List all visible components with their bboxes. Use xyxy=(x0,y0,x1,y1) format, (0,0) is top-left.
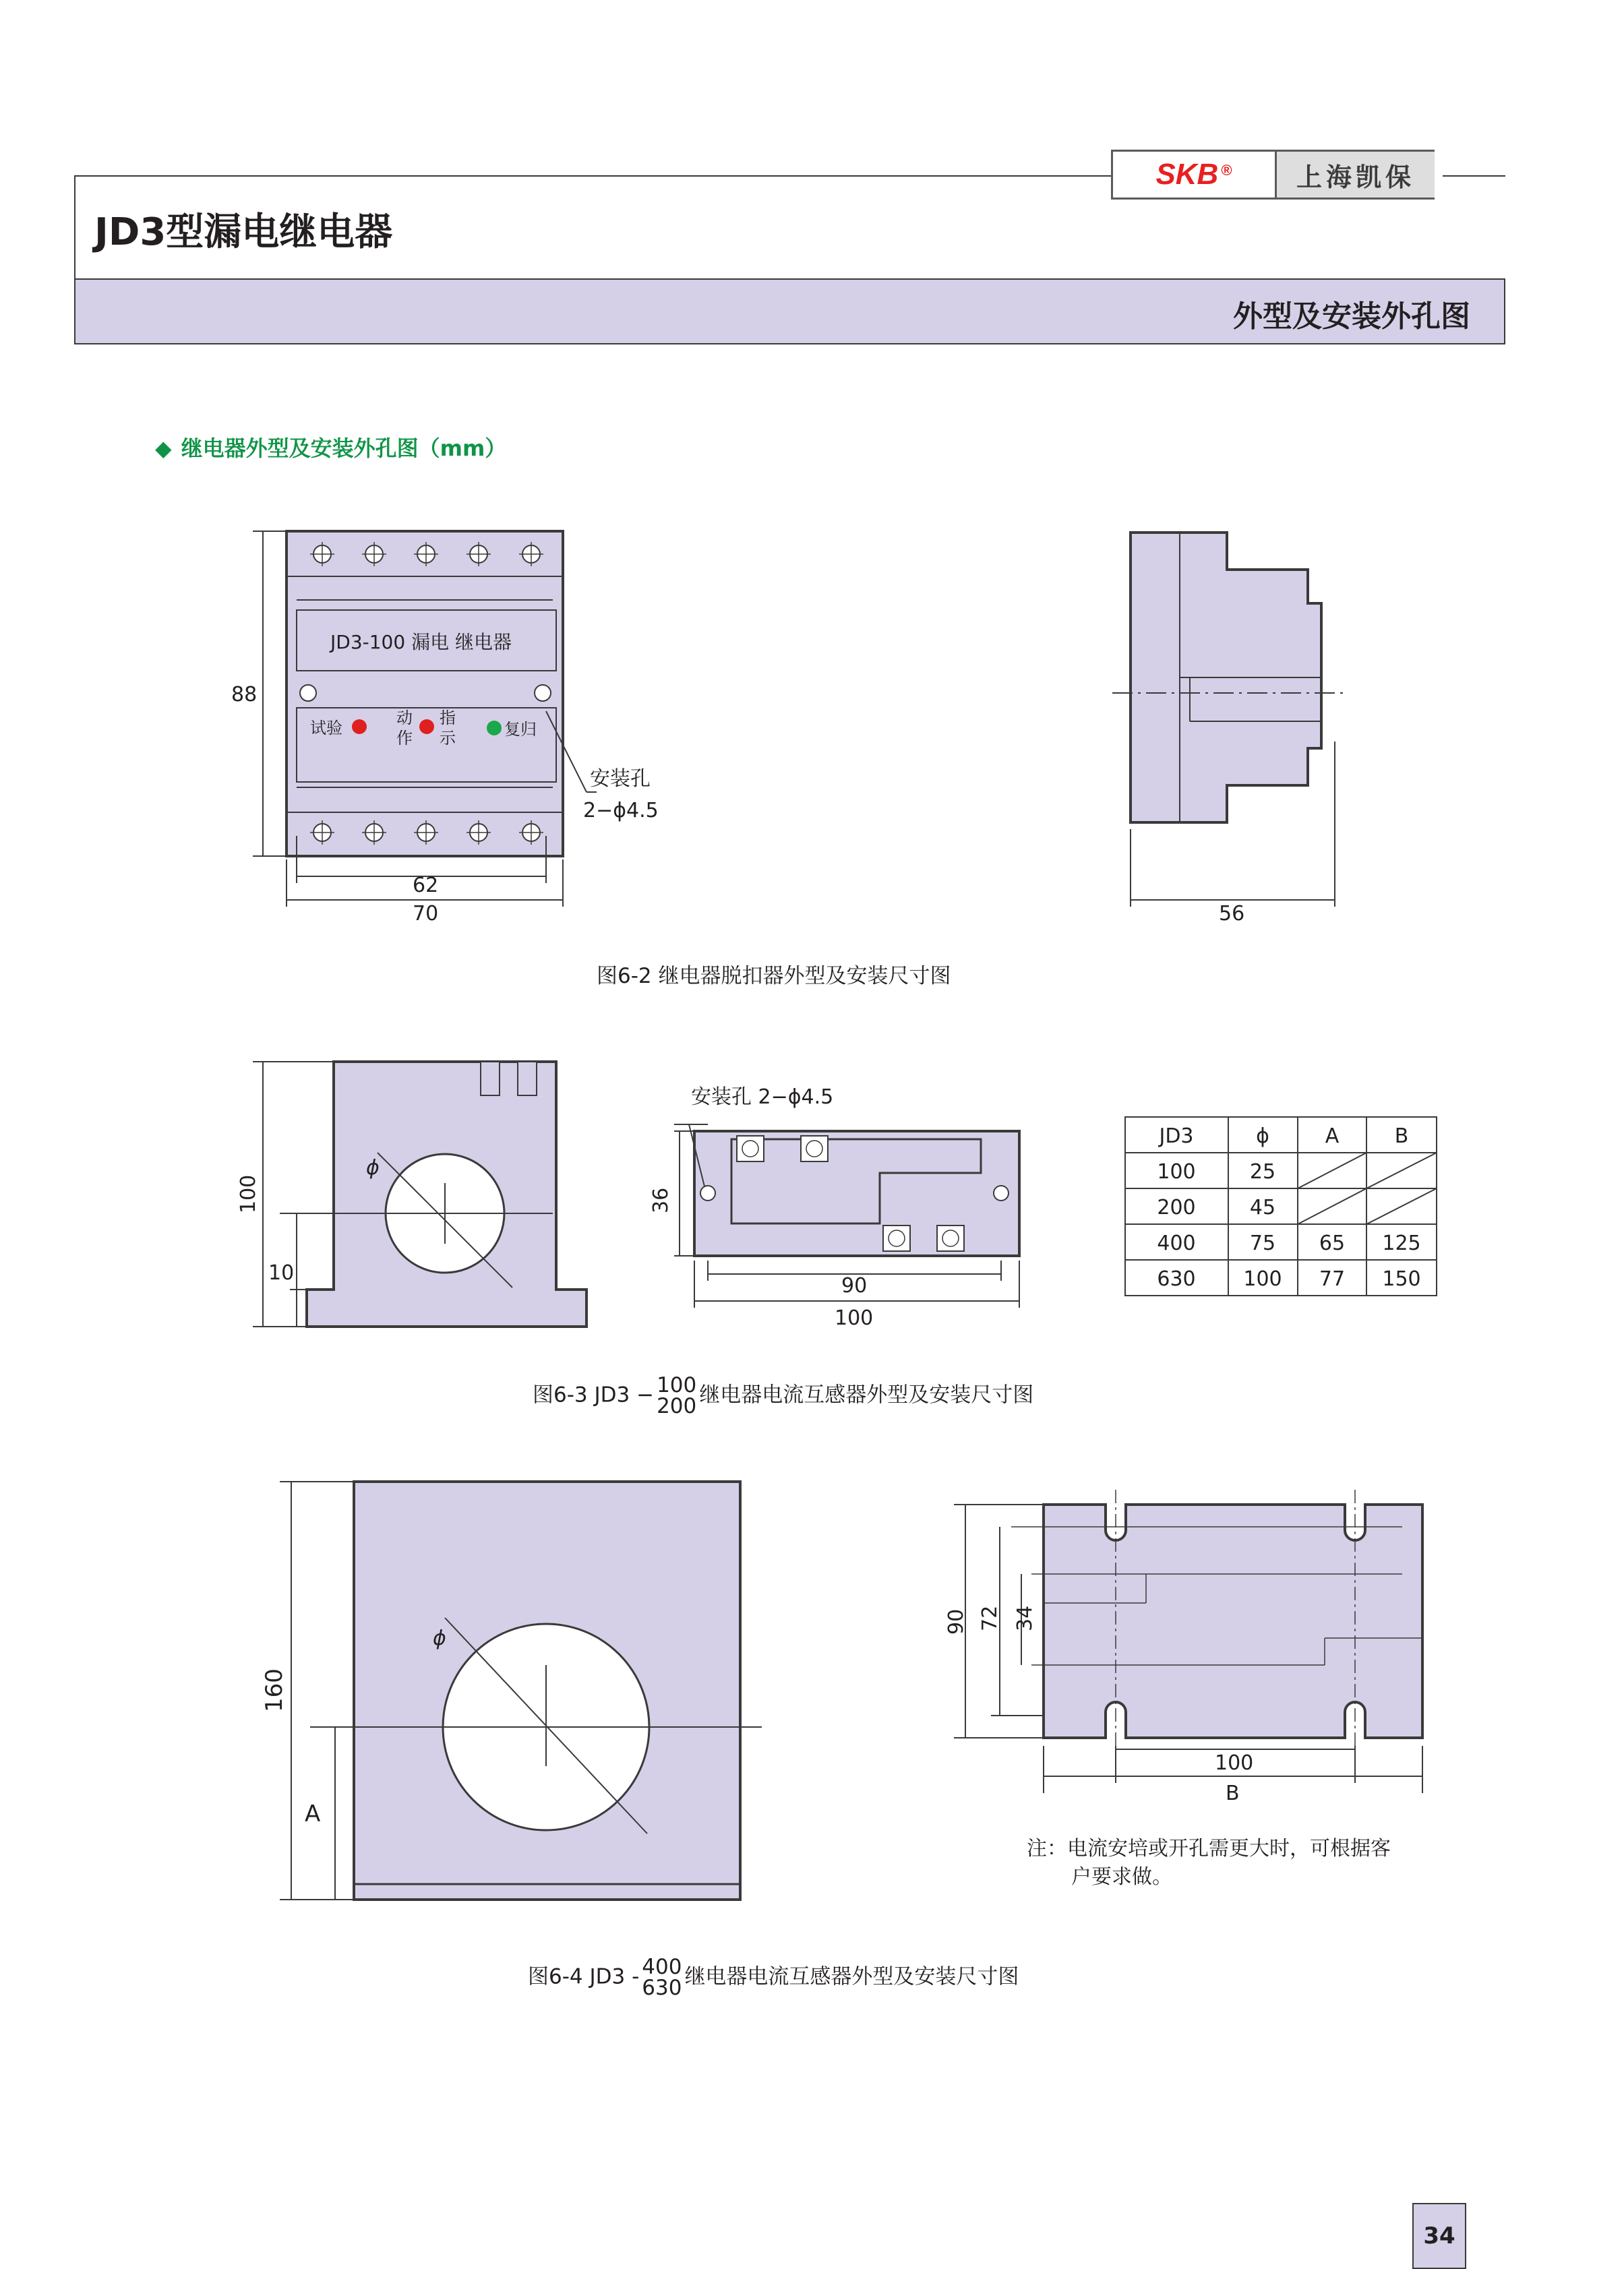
table-cell: 75 xyxy=(1249,1232,1276,1255)
brand-name: SKB xyxy=(1155,158,1219,191)
table-cell: 100 xyxy=(1243,1267,1282,1291)
table-cell: 150 xyxy=(1382,1267,1421,1291)
dim-height-88: 88 xyxy=(231,683,258,706)
dim-width-62: 62 xyxy=(413,874,439,897)
table-cell: 100 xyxy=(1157,1160,1196,1184)
ct100-phi-mark: ϕ xyxy=(366,1156,380,1180)
table-cell: 25 xyxy=(1249,1160,1276,1184)
table-header-cell: ϕ xyxy=(1256,1124,1269,1148)
table-cell: 65 xyxy=(1319,1232,1346,1255)
dim-b: B xyxy=(1226,1782,1240,1805)
figure-6-4-caption xyxy=(528,1957,1019,1999)
table-header-cell: B xyxy=(1394,1124,1409,1148)
indicator-label-2: 示 xyxy=(440,729,456,748)
ct100-mount-hole-label: 安装孔 2−ϕ4.5 xyxy=(691,1085,834,1109)
ct400-side-body xyxy=(1044,1505,1422,1738)
table-cell: 200 xyxy=(1157,1196,1196,1219)
table-header-cell: A xyxy=(1325,1124,1340,1148)
reset-label: 复归 xyxy=(504,720,537,739)
dim-height-160: 160 xyxy=(261,1668,288,1712)
brand-company-name: 上海凯保 xyxy=(1275,152,1435,198)
indicator-label-1: 指 xyxy=(440,708,456,727)
caption-prefix: 图6-3 JD3 − xyxy=(533,1383,655,1408)
terminal-screw-icon xyxy=(883,1226,910,1251)
dimension-table xyxy=(1124,1116,1441,1298)
dim-height-100: 100 xyxy=(237,1174,260,1213)
section-heading-text: 继电器外型及安装外孔图（mm） xyxy=(181,435,507,461)
note xyxy=(1027,1835,1391,1892)
dim-depth-56: 56 xyxy=(1219,902,1245,926)
diamond-bullet-icon: ◆ xyxy=(155,435,172,461)
note-line-2: 户要求做。 xyxy=(1071,1865,1172,1889)
table-cell: 400 xyxy=(1157,1232,1196,1255)
dim-side-36: 36 xyxy=(649,1187,673,1213)
dim-a: A xyxy=(305,1801,321,1827)
dim-72: 72 xyxy=(978,1605,1002,1631)
fraction-bottom: 630 xyxy=(642,1976,682,2000)
page-title: JD3型漏电继电器 xyxy=(94,210,393,254)
action-label-2: 作 xyxy=(396,729,413,748)
terminal-screw-icon xyxy=(937,1226,964,1251)
terminal-screw-icon xyxy=(801,1136,828,1161)
page-subtitle: 外型及安装外孔图 xyxy=(1233,299,1470,334)
dim-base-10: 10 xyxy=(268,1261,295,1285)
table-cell: 45 xyxy=(1249,1196,1276,1219)
dim-width-70: 70 xyxy=(413,902,439,926)
mount-hole-icon xyxy=(300,685,316,701)
figure-6-4 xyxy=(0,1449,1624,2022)
dim-34: 34 xyxy=(1013,1605,1037,1631)
figure-6-3-caption xyxy=(533,1375,1033,1417)
action-led-icon xyxy=(419,719,434,734)
test-led-icon xyxy=(352,719,367,734)
ct400-phi-mark: ϕ xyxy=(433,1627,446,1650)
caption-fraction xyxy=(657,1375,696,1417)
mount-hole-icon xyxy=(700,1186,715,1201)
terminal-screw-icon xyxy=(737,1136,764,1161)
page-number: 34 xyxy=(1412,2203,1466,2269)
registered-mark: ® xyxy=(1221,162,1232,179)
table-cell: 125 xyxy=(1382,1232,1421,1255)
caption-suffix: 继电器电流互感器外型及安装尺寸图 xyxy=(684,1964,1019,1989)
caption-prefix: 图6-4 JD3 - xyxy=(528,1964,640,1989)
mount-hole-label: 安装孔 xyxy=(590,767,651,791)
table-cell: 77 xyxy=(1319,1267,1346,1291)
figure-6-2-caption: 图6-2 继电器脱扣器外型及安装尺寸图 xyxy=(597,964,951,988)
mount-hole-icon xyxy=(994,1186,1009,1201)
caption-suffix: 继电器电流互感器外型及安装尺寸图 xyxy=(699,1383,1034,1408)
mount-hole-spec: 2−ϕ4.5 xyxy=(583,799,659,822)
figure-6-2 xyxy=(0,0,1624,1011)
action-label-1: 动 xyxy=(396,708,413,727)
dim-90: 90 xyxy=(944,1608,968,1635)
caption-fraction xyxy=(642,1957,682,1999)
table-header-cell: JD3 xyxy=(1159,1124,1194,1148)
reset-led-icon xyxy=(487,721,502,735)
fraction-top: 100 xyxy=(657,1373,697,1397)
mount-hole-icon xyxy=(535,685,551,701)
note-line-1: 注：电流安培或开孔需更大时，可根据客 xyxy=(1027,1837,1391,1860)
dim-100: 100 xyxy=(1215,1751,1254,1775)
relay-front-body xyxy=(287,531,563,856)
fraction-bottom: 200 xyxy=(657,1394,697,1418)
panel-label: JD3-100 漏电 继电器 xyxy=(330,631,512,653)
dim-outer-100: 100 xyxy=(835,1306,874,1330)
test-label: 试验 xyxy=(310,719,342,737)
dim-inner-90: 90 xyxy=(841,1274,868,1298)
fraction-top: 400 xyxy=(642,1955,682,1979)
table-cell: 630 xyxy=(1157,1267,1196,1291)
